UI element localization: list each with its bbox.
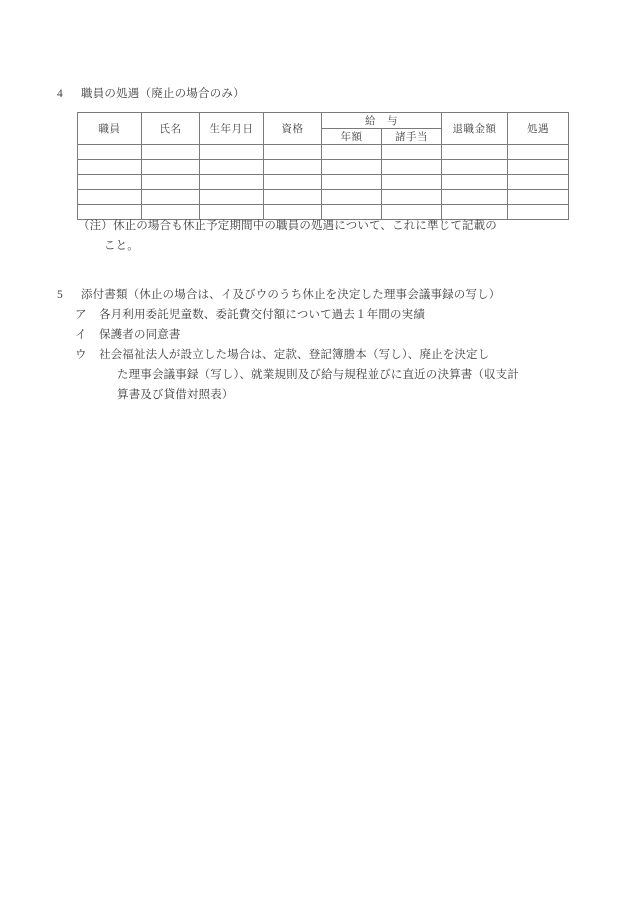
table-cell-nengaku[interactable] xyxy=(322,175,382,190)
attachment-text-u-line-3: 算書及び貸借対照表） xyxy=(117,389,234,401)
table-cell-shikaku[interactable] xyxy=(264,160,322,175)
table-cell-shikaku[interactable] xyxy=(264,190,322,205)
staff-treatment-table-wrapper xyxy=(77,112,568,220)
table-cell-shikaku[interactable] xyxy=(264,175,322,190)
section-4-heading-line xyxy=(57,86,577,102)
table-header-row-1 xyxy=(78,113,569,129)
table-cell-nengaku[interactable] xyxy=(322,160,382,175)
column-header-shikaku: 資格 xyxy=(264,113,322,145)
attachment-item-i xyxy=(57,325,582,345)
attachment-text-a: 各月利用委託児童数、委託費交付額について過去１年間の実績 xyxy=(99,309,425,321)
column-header-taishokukingaku: 退職金額 xyxy=(442,113,508,145)
attachment-item-a xyxy=(57,305,582,325)
table-cell-shokuin[interactable] xyxy=(78,190,142,205)
section-4-number: 4 xyxy=(57,88,63,100)
attachment-item-u xyxy=(57,345,582,365)
table-body xyxy=(78,145,569,220)
section-5-title: 添付書類（休止の場合は、イ及びウのうち休止を決定した理事会議事録の写し） xyxy=(81,289,501,301)
section-5-heading-line xyxy=(57,285,582,305)
section-4-title: 職員の処遇（廃止の場合のみ） xyxy=(81,88,245,100)
table-header xyxy=(78,113,569,145)
table-row xyxy=(78,190,569,205)
table-cell-shogu[interactable] xyxy=(508,145,569,160)
table-row xyxy=(78,175,569,190)
table-cell-shoteate[interactable] xyxy=(382,190,442,205)
table-row xyxy=(78,160,569,175)
table-cell-shogu[interactable] xyxy=(508,190,569,205)
table-note-line-2: こと。 xyxy=(104,240,139,252)
table-cell-shimei[interactable] xyxy=(142,145,200,160)
table-cell-shikaku[interactable] xyxy=(264,145,322,160)
attachment-text-u-line-1: 社会福祉法人が設立した場合は、定款、登記簿謄本（写し）、廃止を決定し xyxy=(99,349,490,361)
attachment-marker-u: ウ xyxy=(75,349,87,361)
table-note-line-1: （注）休止の場合も休止予定期間中の職員の処遇について、これに準じて記載の xyxy=(78,220,497,232)
table-cell-shoteate[interactable] xyxy=(382,175,442,190)
table-cell-seinengappi[interactable] xyxy=(200,160,264,175)
section-5-number: 5 xyxy=(57,289,63,301)
table-cell-shogu[interactable] xyxy=(508,175,569,190)
table-cell-shokuin[interactable] xyxy=(78,160,142,175)
column-header-seinengappi: 生年月日 xyxy=(200,113,264,145)
column-header-shoteate: 諸手当 xyxy=(382,129,442,145)
table-cell-nengaku[interactable] xyxy=(322,190,382,205)
table-cell-nengaku[interactable] xyxy=(322,145,382,160)
table-cell-seinengappi[interactable] xyxy=(200,145,264,160)
table-cell-shokuin[interactable] xyxy=(78,175,142,190)
attachment-marker-i: イ xyxy=(75,329,87,341)
column-header-nengaku: 年額 xyxy=(322,129,382,145)
column-header-kyuyo-group: 給 与 xyxy=(322,113,442,129)
attachment-marker-a: ア xyxy=(75,309,87,321)
column-header-shimei: 氏名 xyxy=(142,113,200,145)
table-cell-seinengappi[interactable] xyxy=(200,175,264,190)
column-header-shogu: 処遇 xyxy=(508,113,569,145)
table-note xyxy=(78,216,578,256)
table-cell-shokuin[interactable] xyxy=(78,145,142,160)
table-cell-shimei[interactable] xyxy=(142,160,200,175)
column-header-shokuin: 職員 xyxy=(78,113,142,145)
table-cell-taishokukingaku[interactable] xyxy=(442,175,508,190)
section-5 xyxy=(57,285,582,405)
section-4-heading xyxy=(57,86,577,102)
table-row xyxy=(78,145,569,160)
table-cell-shoteate[interactable] xyxy=(382,160,442,175)
table-cell-shoteate[interactable] xyxy=(382,145,442,160)
table-cell-taishokukingaku[interactable] xyxy=(442,160,508,175)
staff-treatment-table xyxy=(77,112,569,220)
table-cell-shogu[interactable] xyxy=(508,160,569,175)
attachment-text-i: 保護者の同意書 xyxy=(99,329,181,341)
table-cell-shimei[interactable] xyxy=(142,175,200,190)
table-cell-seinengappi[interactable] xyxy=(200,190,264,205)
table-cell-shimei[interactable] xyxy=(142,190,200,205)
table-cell-taishokukingaku[interactable] xyxy=(442,145,508,160)
table-cell-taishokukingaku[interactable] xyxy=(442,190,508,205)
attachment-text-u-line-2: た理事会議事録（写し）、就業規則及び給与規程並びに直近の決算書（収支計 xyxy=(117,369,519,381)
